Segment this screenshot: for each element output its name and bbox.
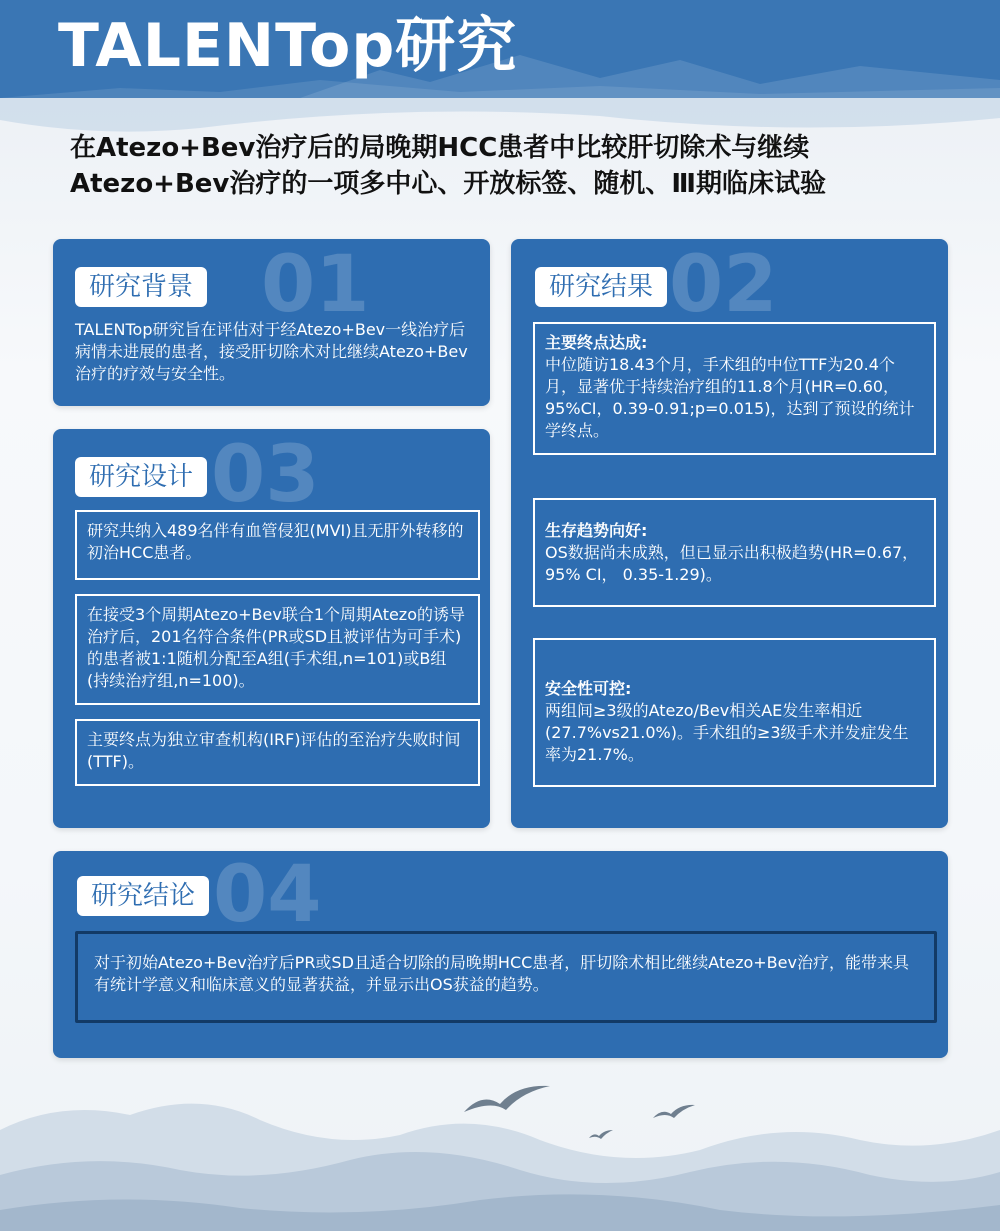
result-text: 中位随访18.43个月，手术组的中位TTF为20.4个月，显著优于持续治疗组的11.8个月(HR=0.60，95%CI，0.39-0.91;p=0.015)，达到了预设的统计学终点。 (545, 355, 915, 440)
subtitle (70, 130, 950, 202)
result-item (533, 638, 936, 787)
subtitle-line-1: 在Atezo+Bev治疗后的局晚期HCC患者中比较肝切除术与继续 (70, 133, 810, 163)
header-band (0, 0, 1000, 98)
section-number: 03 (211, 430, 320, 520)
card-design (53, 429, 490, 828)
design-item: 主要终点为独立审查机构(IRF)评估的至治疗失败时间(TTF)。 (75, 719, 480, 786)
result-text: 两组间≥3级的Atezo/Bev相关AE发生率相近(27.7%vs21.0%)。手术组的≥3级手术并发症发生率为21.7%。 (545, 701, 909, 764)
card-results (511, 239, 948, 828)
section-title: 研究背景 (75, 267, 207, 307)
card-background (53, 239, 490, 406)
section-number: 01 (261, 240, 370, 330)
subtitle-line-2: Atezo+Bev治疗的一项多中心、开放标签、随机、Ⅲ期临床试验 (70, 169, 826, 199)
section-title: 研究结论 (77, 876, 209, 916)
result-heading: 主要终点达成: (545, 333, 648, 352)
bird-icon (652, 1102, 696, 1124)
card-conclusion (53, 851, 948, 1058)
bird-icon (588, 1128, 614, 1142)
result-item (533, 498, 936, 607)
result-heading: 安全性可控: (545, 679, 632, 698)
section-number: 04 (213, 851, 322, 940)
design-item: 研究共纳入489名伴有血管侵犯(MVI)且无肝外转移的初治HCC患者。 (75, 510, 480, 580)
page-title: TALENTop研究 (58, 11, 518, 81)
design-item: 在接受3个周期Atezo+Bev联合1个周期Atezo的诱导治疗后，201名符合条件(PR或SD且被评估为可手术)的患者被1:1随机分配至A组(手术组,n=101)或B组(持续治疗组,n=100)。 (75, 594, 480, 705)
result-text: OS数据尚未成熟，但已显示出积极趋势(HR=0.67，95% CI， 0.35-1.29)。 (545, 543, 919, 584)
section-title: 研究设计 (75, 457, 207, 497)
result-heading: 生存趋势向好: (545, 521, 648, 540)
bird-icon (462, 1082, 552, 1122)
section-title: 研究结果 (535, 267, 667, 307)
background-text: TALENTop研究旨在评估对于经Atezo+Bev一线治疗后病情未进展的患者，接受肝切除术对比继续Atezo+Bev治疗的疗效与安全性。 (75, 320, 468, 383)
conclusion-text: 对于初始Atezo+Bev治疗后PR或SD且适合切除的局晚期HCC患者，肝切除术相比继续Atezo+Bev治疗，能带来具有统计学意义和临床意义的显著获益，并显示出OS获益的趋势。 (75, 931, 937, 1023)
result-item (533, 322, 936, 455)
section-number: 02 (669, 240, 778, 330)
